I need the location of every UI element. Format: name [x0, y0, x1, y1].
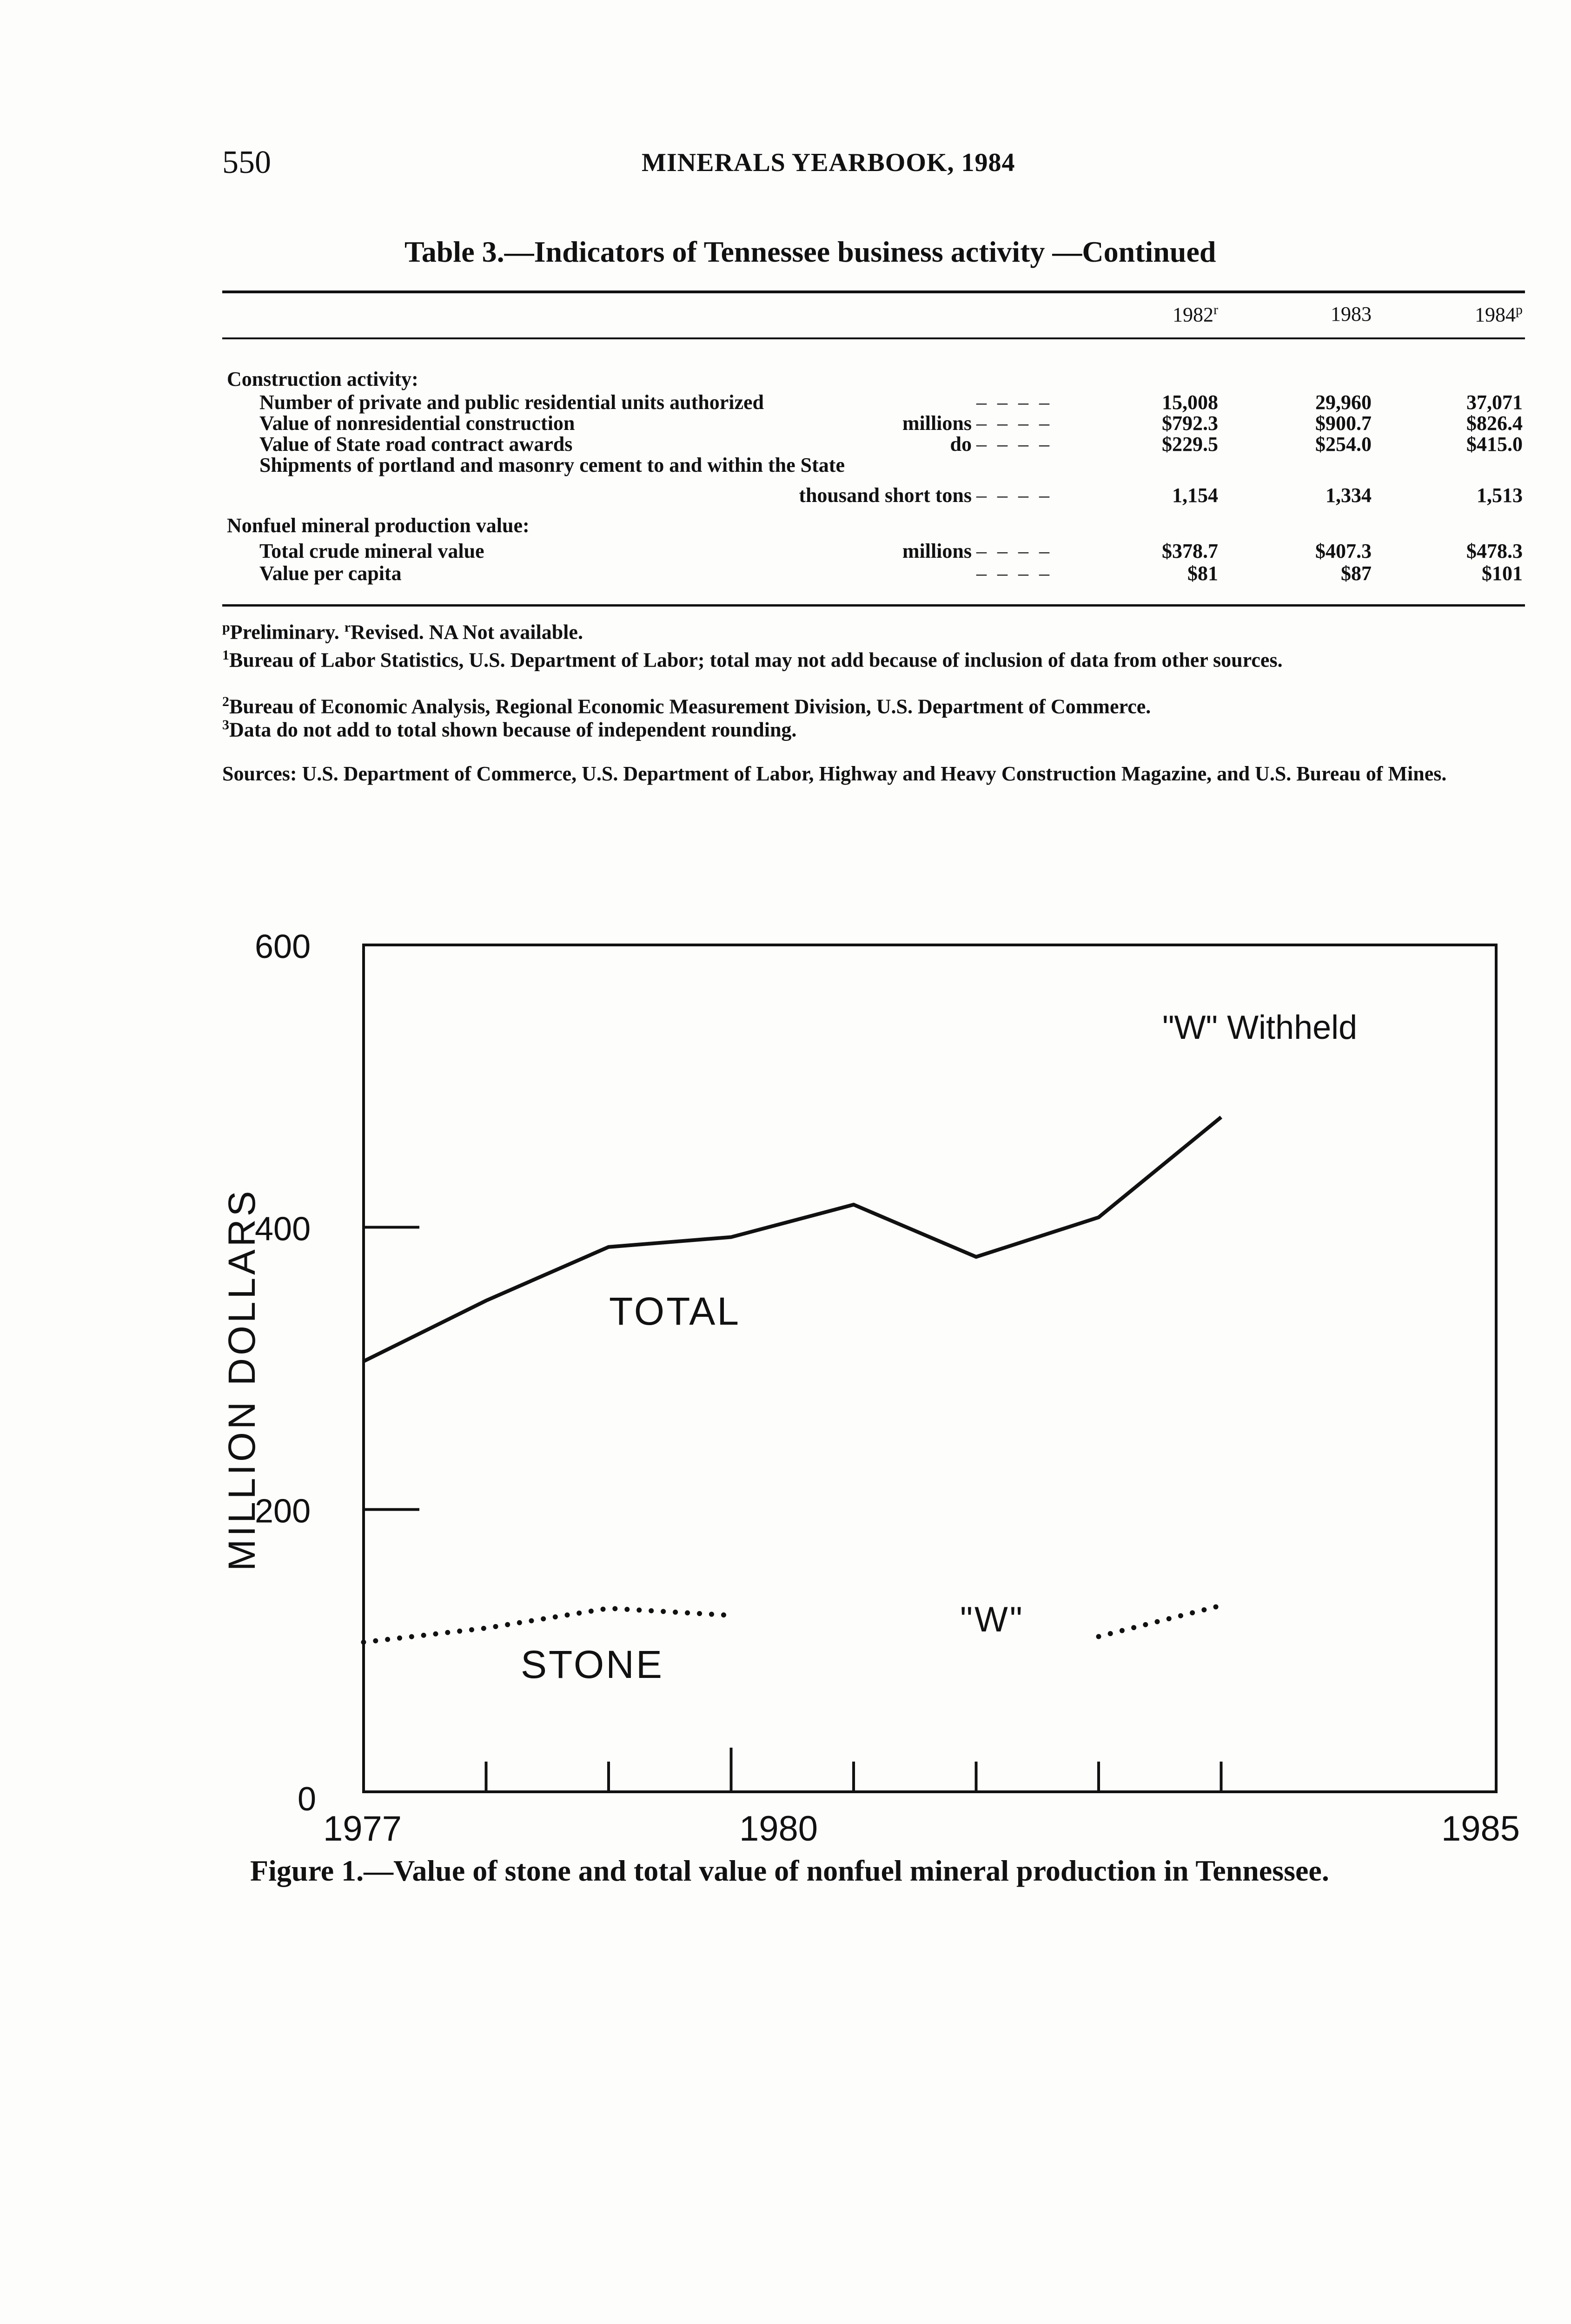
- running-head: MINERALS YEARBOOK, 1984: [642, 148, 1015, 177]
- table-row-label: Number of private and public residential units authorized: [259, 391, 764, 414]
- table-row-label: Value of nonresidential construction: [259, 412, 575, 435]
- table-cell: 15,008: [1162, 391, 1218, 414]
- table-cell: $407.3: [1315, 540, 1372, 562]
- footnote-marker: r: [344, 620, 351, 635]
- column-mark: p: [1516, 302, 1523, 317]
- chart-annotation: "W": [960, 1600, 1024, 1639]
- footnote-marker: p: [222, 620, 230, 635]
- y-tick-label: 0: [298, 1781, 317, 1818]
- table-row-unit: thousand short tons: [799, 484, 972, 507]
- column-year: 1984: [1475, 303, 1516, 326]
- table-cell: $792.3: [1162, 412, 1218, 435]
- table-cell: $378.7: [1162, 540, 1218, 562]
- footnote-text: Bureau of Labor Statistics, U.S. Department of Labor; total may not add because of inclusion of data from other sources.: [229, 648, 1283, 672]
- table-cell: $826.4: [1466, 412, 1523, 435]
- table-row-label: Total crude mineral value: [259, 540, 484, 562]
- table-cell: $415.0: [1466, 433, 1523, 456]
- table-row-unit: millions: [902, 412, 972, 435]
- table-cell: $254.0: [1315, 433, 1372, 456]
- table-cell: $81: [1187, 562, 1218, 585]
- footnote-marker: 2: [222, 694, 229, 709]
- table-row-label: Nonfuel mineral production value:: [227, 514, 530, 537]
- table-sources: Sources: U.S. Department of Commerce, U.S. Department of Labor, Highway and Heavy Construction Magazine, and U.S. Bureau of Mines.: [222, 762, 1447, 785]
- footnote-text: Data do not add to total shown because of independent rounding.: [229, 718, 797, 741]
- column-year: 1982: [1173, 303, 1213, 326]
- page-number: 550: [222, 145, 271, 180]
- footnote-marker: 3: [222, 717, 229, 733]
- footnote-text: Preliminary.: [230, 621, 345, 644]
- table-cell: 29,960: [1315, 391, 1372, 414]
- leader-dashes: – – – –: [976, 412, 1052, 435]
- figure-caption: Figure 1.—Value of stone and total value of nonfuel mineral production in Tennessee.: [250, 1854, 1329, 1887]
- table-row-label: Construction activity:: [227, 368, 418, 390]
- table-row-unit: do: [950, 433, 972, 456]
- x-tick-label: 1977: [323, 1809, 402, 1849]
- table-row-label: Value per capita: [259, 562, 402, 585]
- table-title: Table 3.—Indicators of Tennessee business activity —Continued: [404, 235, 1216, 268]
- y-tick-label: 400: [255, 1210, 311, 1248]
- table-cell: $478.3: [1466, 540, 1523, 562]
- x-tick-label: 1980: [739, 1809, 818, 1849]
- leader-dashes: – – – –: [976, 562, 1052, 585]
- table-row-label: Shipments of portland and masonry cement to and within the State: [259, 454, 845, 476]
- series-stone-dots: [1099, 1605, 1221, 1637]
- table-cell: 1,513: [1477, 484, 1523, 507]
- table-row-label: Value of State road contract awards: [259, 433, 573, 456]
- chart-annotation: STONE: [521, 1643, 664, 1686]
- column-year: 1983: [1331, 303, 1372, 325]
- series-stone-dots: [364, 1608, 731, 1642]
- x-tick-label: 1985: [1441, 1809, 1520, 1849]
- leader-dashes: – – – –: [976, 484, 1052, 507]
- footnote-text: Bureau of Economic Analysis, Regional Economic Measurement Division, U.S. Department of Commerce.: [229, 695, 1151, 718]
- table-cell: $229.5: [1162, 433, 1218, 456]
- chart-annotation: TOTAL: [609, 1289, 741, 1333]
- table-cell: $900.7: [1315, 412, 1372, 435]
- table-row-unit: millions: [902, 540, 972, 562]
- y-axis-label: MILLION DOLLARS: [221, 1188, 263, 1571]
- table-cell: $101: [1482, 562, 1523, 585]
- column-mark: r: [1213, 302, 1218, 317]
- legend-note: "W" Withheld: [1162, 1009, 1358, 1046]
- table-cell: 37,071: [1466, 391, 1523, 414]
- table-cell: $87: [1341, 562, 1372, 585]
- footnote-marker: 1: [222, 647, 229, 663]
- footnote-text: Revised. NA Not available.: [351, 621, 583, 644]
- leader-dashes: – – – –: [976, 391, 1052, 414]
- series-total-line: [364, 1117, 1221, 1361]
- y-tick-label: 200: [255, 1492, 311, 1530]
- y-tick-label: 600: [255, 928, 311, 965]
- leader-dashes: – – – –: [976, 540, 1052, 562]
- table-cell: 1,334: [1326, 484, 1372, 507]
- table-cell: 1,154: [1172, 484, 1218, 507]
- leader-dashes: – – – –: [976, 433, 1052, 456]
